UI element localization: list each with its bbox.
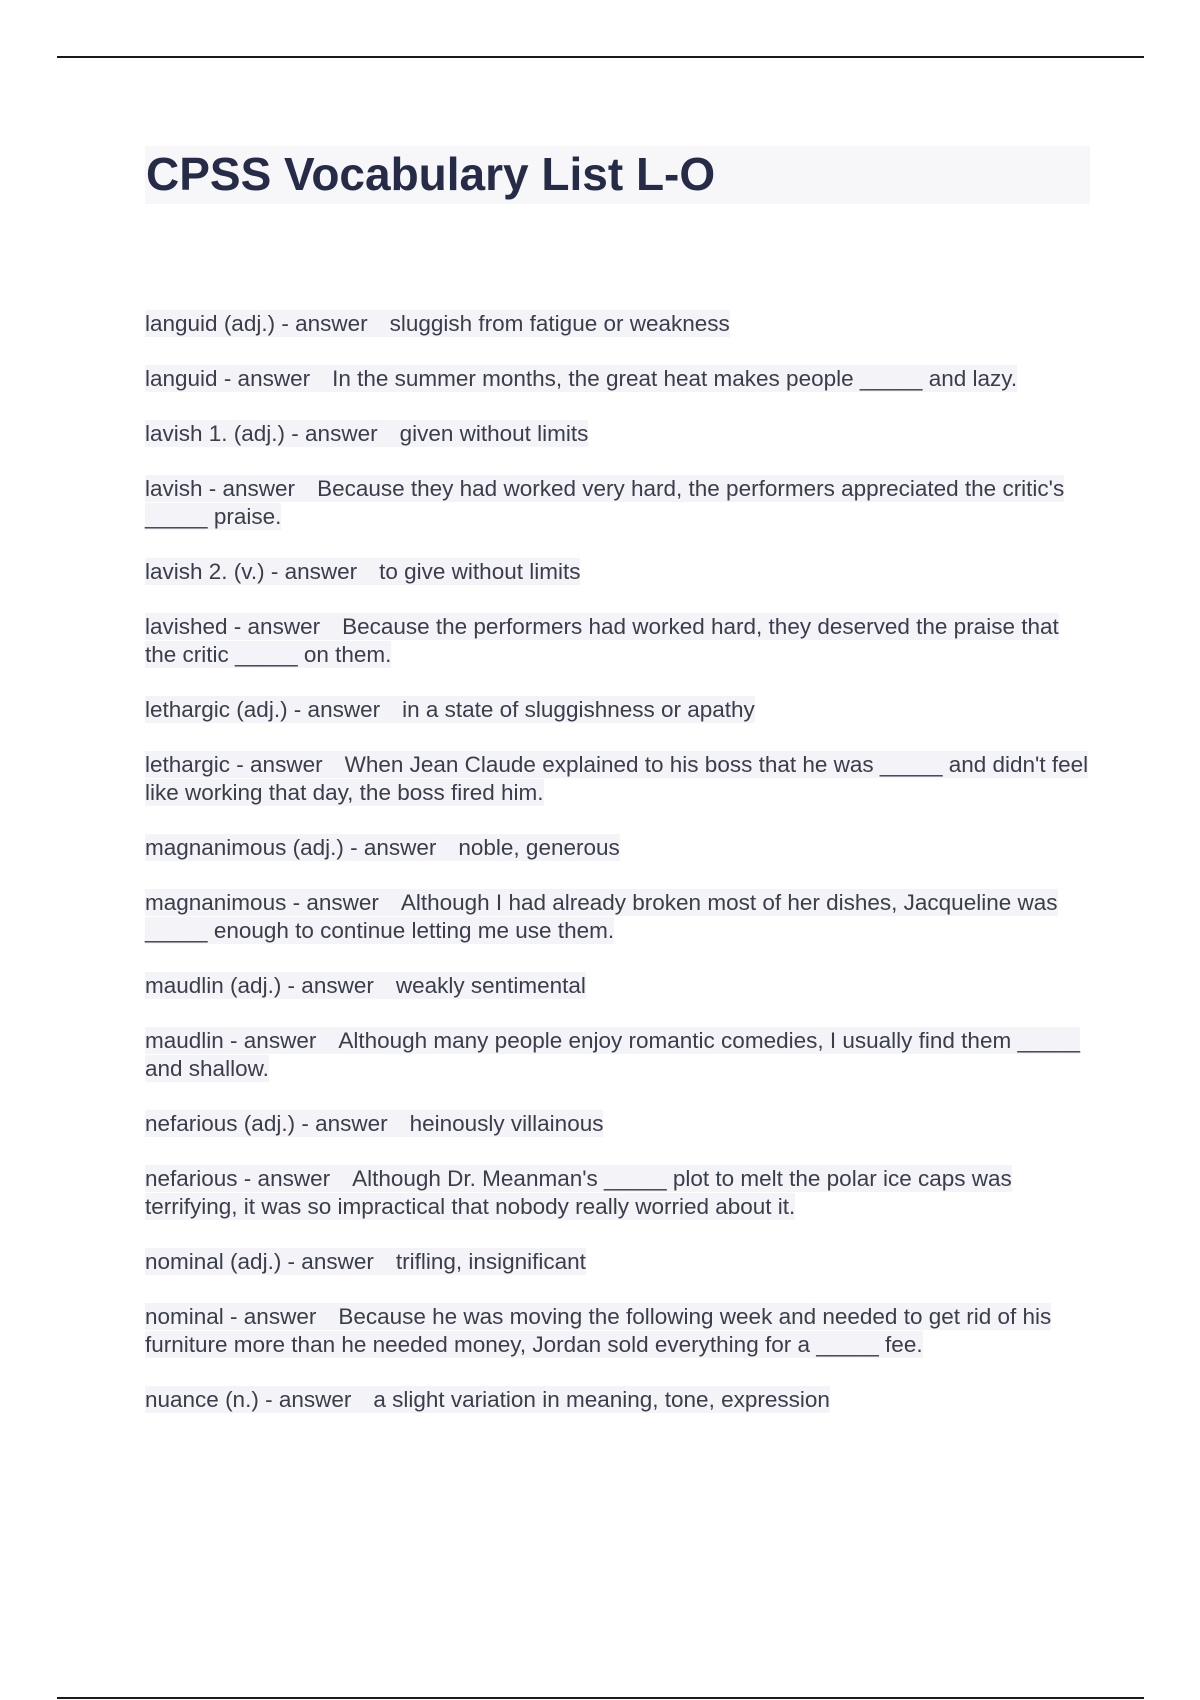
entry-definition: heinously villainous bbox=[409, 1111, 604, 1136]
entry-term: nefarious (adj.) - answer bbox=[145, 1111, 388, 1136]
entry-definition: trifling, insignificant bbox=[395, 1249, 586, 1274]
entry-definition: Although many people enjoy romantic comedies, I usually find them _____ and shallow. bbox=[145, 1028, 1081, 1081]
list-item bbox=[145, 420, 1095, 448]
entry-term: lethargic - answer bbox=[145, 752, 323, 777]
entry-definition: noble, generous bbox=[458, 835, 620, 860]
entry-term: lavish - answer bbox=[145, 476, 296, 501]
entry-term: maudlin (adj.) - answer bbox=[145, 973, 374, 998]
list-item bbox=[145, 834, 1095, 862]
list-item bbox=[145, 1386, 1095, 1414]
entry-definition: sluggish from fatigue or weakness bbox=[389, 311, 730, 336]
entry-definition: Because they had worked very hard, the performers appreciated the critic's _____ praise. bbox=[145, 476, 1065, 529]
entry-term: nominal (adj.) - answer bbox=[145, 1249, 374, 1274]
vocabulary-list bbox=[145, 310, 1095, 1441]
list-item bbox=[145, 1027, 1095, 1083]
entry-term: nuance (n.) - answer bbox=[145, 1387, 352, 1412]
list-item bbox=[145, 1303, 1095, 1359]
list-item bbox=[145, 475, 1095, 531]
list-item bbox=[145, 889, 1095, 945]
list-item bbox=[145, 1248, 1095, 1276]
entry-definition: in a state of sluggishness or apathy bbox=[402, 697, 755, 722]
entry-term: lavish 2. (v.) - answer bbox=[145, 559, 358, 584]
entry-term: magnanimous (adj.) - answer bbox=[145, 835, 437, 860]
entry-definition: Because he was moving the following week and needed to get rid of his furniture more than he needed money, Jordan sold everything for a _____ fee. bbox=[145, 1304, 1052, 1357]
list-item bbox=[145, 558, 1095, 586]
entry-definition: weakly sentimental bbox=[395, 973, 586, 998]
entry-definition: to give without limits bbox=[379, 559, 581, 584]
page-title: CPSS Vocabulary List L-O bbox=[146, 148, 716, 200]
entry-definition: given without limits bbox=[399, 421, 589, 446]
entry-definition: Although I had already broken most of her dishes, Jacqueline was _____ enough to continue letting me use them. bbox=[145, 890, 1058, 943]
list-item bbox=[145, 751, 1095, 807]
entry-definition: Because the performers had worked hard, they deserved the praise that the critic _____ on them. bbox=[145, 614, 1059, 667]
list-item bbox=[145, 310, 1095, 338]
top-rule bbox=[57, 56, 1144, 58]
entry-term: languid (adj.) - answer bbox=[145, 311, 368, 336]
list-item bbox=[145, 1165, 1095, 1221]
entry-term: nominal - answer bbox=[145, 1304, 317, 1329]
bottom-rule bbox=[57, 1697, 1144, 1699]
entry-term: lavish 1. (adj.) - answer bbox=[145, 421, 378, 446]
entry-term: lavished - answer bbox=[145, 614, 321, 639]
entry-term: maudlin - answer bbox=[145, 1028, 317, 1053]
list-item bbox=[145, 365, 1095, 393]
entry-term: magnanimous - answer bbox=[145, 890, 379, 915]
list-item bbox=[145, 1110, 1095, 1138]
entry-term: languid - answer bbox=[145, 366, 311, 391]
entry-term: nefarious - answer bbox=[145, 1166, 331, 1191]
entry-definition: In the summer months, the great heat makes people _____ and lazy. bbox=[332, 366, 1018, 391]
entry-definition: Although Dr. Meanman's _____ plot to melt the polar ice caps was terrifying, it was so impractical that nobody really worried about it. bbox=[145, 1166, 1012, 1219]
entry-term: lethargic (adj.) - answer bbox=[145, 697, 381, 722]
list-item bbox=[145, 972, 1095, 1000]
list-item bbox=[145, 696, 1095, 724]
list-item bbox=[145, 613, 1095, 669]
entry-definition: When Jean Claude explained to his boss that he was _____ and didn't feel like working that day, the boss fired him. bbox=[145, 752, 1089, 805]
entry-definition: a slight variation in meaning, tone, expression bbox=[373, 1387, 830, 1412]
